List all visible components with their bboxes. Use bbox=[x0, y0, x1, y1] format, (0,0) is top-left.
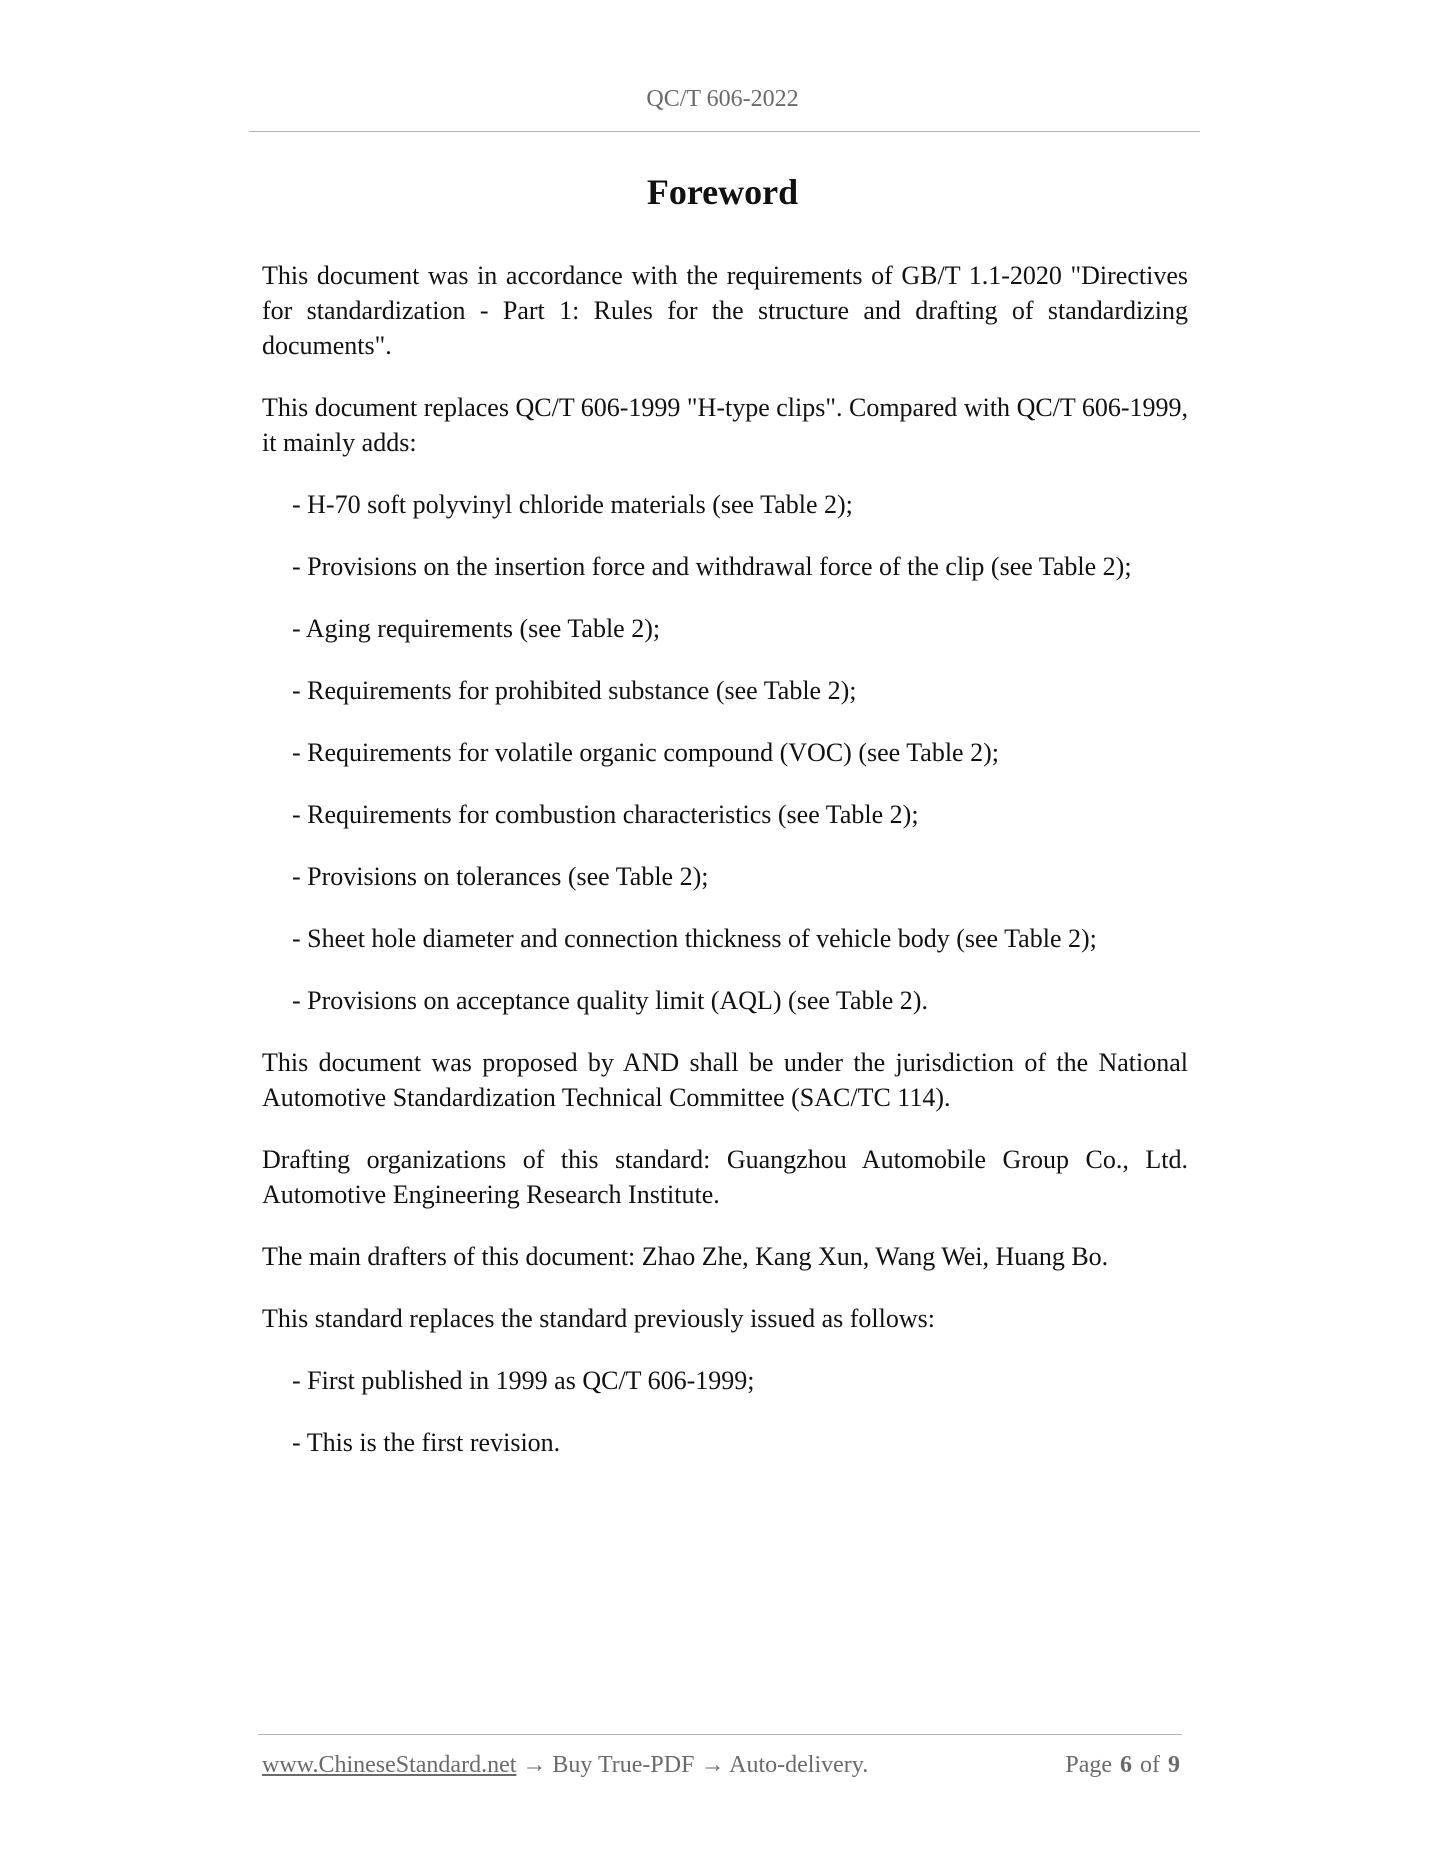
footer-divider bbox=[258, 1734, 1182, 1735]
total-pages-number: 9 bbox=[1168, 1752, 1180, 1778]
list-item: - Requirements for combustion characteristics (see Table 2); bbox=[292, 800, 919, 829]
drafters-paragraph: The main drafters of this document: Zhao Zhe, Kang Xun, Wang Wei, Huang Bo. bbox=[262, 1242, 1109, 1271]
intro-paragraph: This document was in accordance with the requirements of GB/T 1.1-2020 "Directives for standardization - Part 1: Rules for the structure and drafting of standardizing documents". bbox=[262, 261, 1188, 360]
page-footer bbox=[262, 1752, 1182, 1782]
history-item: - This is the first revision. bbox=[292, 1428, 561, 1457]
list-item: - Requirements for prohibited substance (see Table 2); bbox=[292, 676, 857, 705]
current-page-number: 6 bbox=[1120, 1752, 1132, 1778]
arrow-right-icon: → bbox=[700, 1752, 725, 1778]
list-item: - Aging requirements (see Table 2); bbox=[292, 614, 661, 643]
history-intro-paragraph: This standard replaces the standard previously issued as follows: bbox=[262, 1304, 935, 1333]
history-item: - First published in 1999 as QC/T 606-1999; bbox=[292, 1366, 755, 1395]
running-header: QC/T 606-2022 bbox=[646, 86, 799, 112]
header-divider bbox=[249, 131, 1200, 132]
jurisdiction-paragraph: This document was proposed by AND shall be under the jurisdiction of the National Automotive Standardization Technical Committee (SAC/TC 114). bbox=[262, 1048, 1188, 1112]
list-item: - Provisions on the insertion force and withdrawal force of the clip (see Table 2); bbox=[292, 552, 1132, 581]
footer-promo bbox=[262, 1752, 868, 1779]
list-item: - Provisions on acceptance quality limit (AQL) (see Table 2). bbox=[292, 986, 928, 1015]
list-item: - H-70 soft polyvinyl chloride materials (see Table 2); bbox=[292, 490, 853, 519]
drafting-organizations-paragraph: Drafting organizations of this standard: Guangzhou Automobile Group Co., Ltd. Automotive Engineering Research Institute. bbox=[262, 1145, 1188, 1209]
arrow-right-icon: → bbox=[522, 1752, 547, 1778]
document-body bbox=[262, 258, 1188, 1487]
website-link[interactable]: www.ChineseStandard.net bbox=[262, 1752, 517, 1778]
page-number bbox=[1065, 1752, 1180, 1779]
replacement-paragraph: This document replaces QC/T 606-1999 "H-type clips". Compared with QC/T 606-1999, it mainly adds: bbox=[262, 393, 1188, 457]
list-item: - Provisions on tolerances (see Table 2); bbox=[292, 862, 709, 891]
of-label: of bbox=[1140, 1752, 1160, 1778]
list-item: - Requirements for volatile organic compound (VOC) (see Table 2); bbox=[292, 738, 999, 767]
auto-delivery-text: Auto-delivery. bbox=[729, 1752, 869, 1778]
list-item: - Sheet hole diameter and connection thickness of vehicle body (see Table 2); bbox=[292, 924, 1097, 953]
page-title: Foreword bbox=[646, 172, 799, 212]
buy-true-pdf-text: Buy True-PDF bbox=[552, 1752, 695, 1778]
page-label: Page bbox=[1065, 1752, 1112, 1778]
